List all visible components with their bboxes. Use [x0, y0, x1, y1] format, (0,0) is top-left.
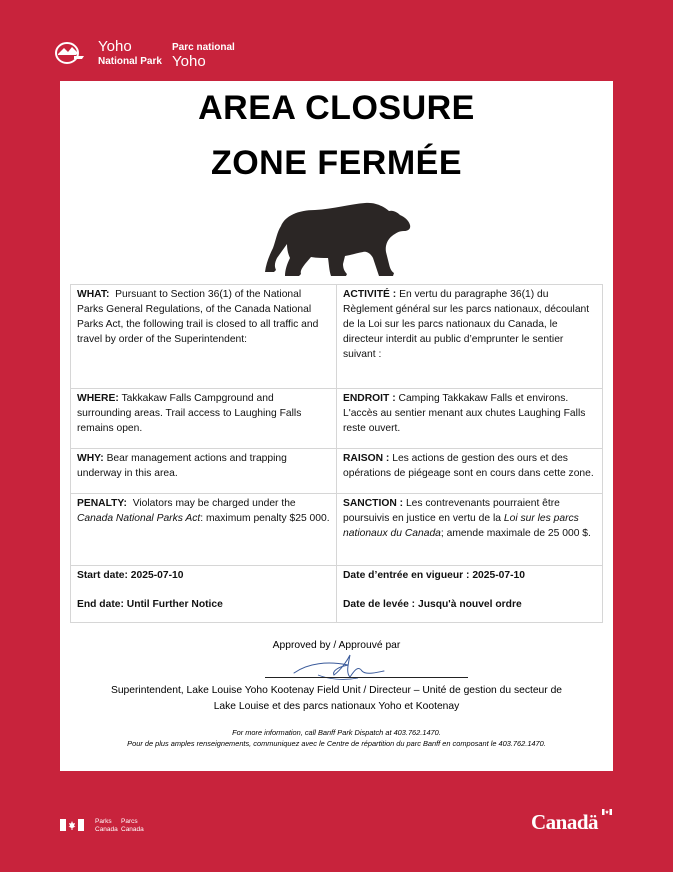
- end-date-fr: Date de levée : Jusqu'à nouvel ordre: [343, 599, 522, 610]
- superintendent-line-1: Superintendent, Lake Louise Yoho Kootenay Field Unit / Directeur – Unité de gestion du secteur de: [110, 685, 563, 696]
- penalty-label-en: PENALTY:: [77, 498, 127, 509]
- parks-en-1: Parks: [95, 818, 112, 825]
- yoho-emblem-icon: [54, 41, 86, 65]
- bear-icon: [263, 198, 413, 278]
- why-label-fr: RAISON :: [343, 453, 390, 464]
- signature: [288, 651, 398, 687]
- table-row-why: [71, 449, 603, 494]
- what-text-en: Pursuant to Section 36(1) of the National Parks General Regulations, of the Canada National Parks Act, the following trail is closed to all traffic and travel by order of the Superintendent:: [77, 289, 319, 345]
- canada-flag-icon: [60, 819, 84, 831]
- more-info: [60, 727, 613, 749]
- why-text-en: Bear management actions and trapping underway in this area.: [77, 453, 287, 479]
- park-name-fr: Yoho: [172, 53, 206, 70]
- start-date-fr: Date d’entrée en vigueur : 2025-07-10: [343, 570, 525, 581]
- canada-wordmark: Canadä: [531, 810, 599, 834]
- superintendent-title: [60, 683, 613, 715]
- signature-line: [265, 677, 468, 678]
- park-suffix-en: National Park: [98, 56, 162, 67]
- superintendent-line-2: Lake Louise et des parcs nationaux Yoho et Kootenay: [213, 701, 460, 712]
- dates-cell-fr: [337, 566, 603, 623]
- penalty-act-en: Canada National Parks Act: [77, 513, 201, 524]
- closure-info-table: [70, 284, 603, 623]
- more-info-en: For more information, call Banff Park Dispatch at 403.762.1470.: [232, 728, 441, 737]
- canada-wordmark-flag-icon: [602, 809, 612, 815]
- park-name-en: Yoho: [98, 38, 132, 55]
- what-cell-en: [71, 285, 337, 389]
- why-text-fr: Les actions de gestion des ours et des opérations de piégeage sont en cours dans cette zone.: [343, 453, 594, 479]
- yoho-park-logo: [54, 40, 254, 70]
- where-text-en: Takkakaw Falls Campground and surrounding areas. Trail access to Laughing Falls remains open.: [77, 393, 302, 434]
- penalty-text-en-1: Violators may be charged under the: [132, 498, 296, 509]
- parks-fr-1: Parcs: [121, 818, 138, 825]
- where-cell-fr: [337, 389, 603, 449]
- penalty-label-fr: SANCTION :: [343, 498, 404, 509]
- parks-en-2: Canada: [95, 826, 118, 833]
- what-cell-fr: [337, 285, 603, 389]
- why-cell-fr: [337, 449, 603, 494]
- park-prefix-fr: Parc national: [172, 42, 235, 53]
- end-date-en: End date: Until Further Notice: [77, 599, 223, 610]
- what-text-fr: En vertu du paragraphe 36(1) du Règlement général sur les parcs nationaux, découlant de la Loi sur les parcs nationaux du Canada, le directeur interdit au public d’emprunter le sentier suivant :: [343, 289, 590, 360]
- start-date-en: Start date: 2025-07-10: [77, 570, 184, 581]
- penalty-text-fr-2: ; amende maximale de 25 000 $.: [440, 528, 591, 539]
- more-info-fr: Pour de plus amples renseignements, communiquez avec le Centre de répartition du parc Banff en composant le 403.762.1470.: [127, 739, 546, 748]
- why-cell-en: [71, 449, 337, 494]
- where-label-en: WHERE:: [77, 393, 119, 404]
- what-label-en: WHAT:: [77, 289, 110, 300]
- where-cell-en: [71, 389, 337, 449]
- penalty-cell-fr: [337, 494, 603, 566]
- penalty-act-fr: Loi sur les parcs nationaux du Canada: [343, 513, 579, 539]
- table-row-where: [71, 389, 603, 449]
- dates-cell-en: [71, 566, 337, 623]
- parks-canada-signature: [60, 818, 170, 838]
- penalty-text-en-2: : maximum penalty $25 000.: [200, 513, 330, 524]
- notice-panel: [60, 81, 613, 771]
- penalty-text-fr-1: Les contrevenants pourraient être poursuivis en justice en vertu de la: [343, 498, 560, 524]
- table-row-what: [71, 285, 603, 389]
- title-fr: ZONE FERMÉE: [210, 144, 463, 182]
- what-label-fr: ACTIVITÉ :: [343, 289, 397, 300]
- where-text-fr: Camping Takkakaw Falls et environs. L'accès au sentier menant aux chutes Laughing Falls reste ouvert.: [343, 393, 586, 434]
- why-label-en: WHY:: [77, 453, 104, 464]
- penalty-cell-en: [71, 494, 337, 566]
- table-row-dates: [71, 566, 603, 623]
- table-row-penalty: [71, 494, 603, 566]
- where-label-fr: ENDROIT :: [343, 393, 396, 404]
- approved-by-label: Approved by / Approuvé par: [272, 640, 401, 651]
- parks-fr-2: Canada: [121, 826, 144, 833]
- title-en: AREA CLOSURE: [198, 89, 475, 127]
